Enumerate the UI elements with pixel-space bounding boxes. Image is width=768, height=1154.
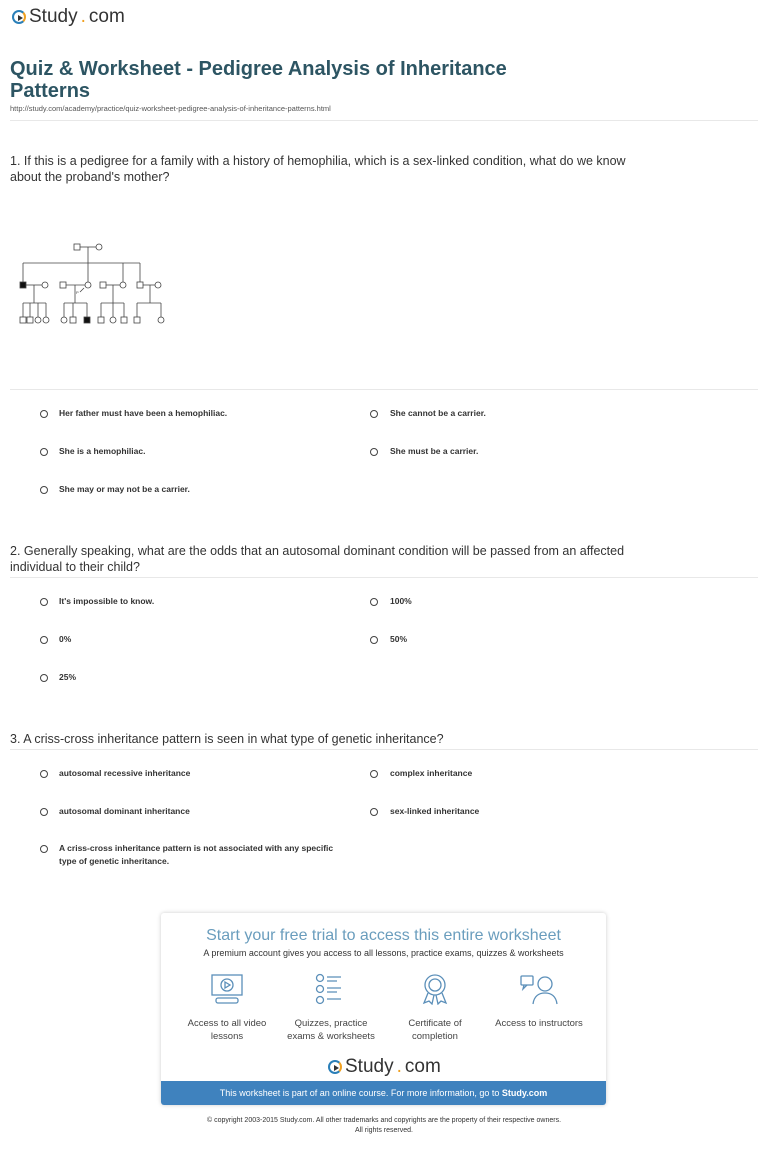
answer-radio[interactable] [370,448,378,456]
answer-radio[interactable] [370,808,378,816]
play-icon [12,10,26,24]
pedigree-diagram [0,230,180,330]
answer-radio[interactable] [40,674,48,682]
play-icon [328,1060,342,1074]
answer-option: She cannot be a carrier. [390,408,486,418]
divider [10,120,758,121]
copyright-text: © copyright 2003-2015 Study.com. All other trademarks and copyrights are the property of their respective owners. [206,1117,562,1124]
logo-dot: . [396,1056,402,1077]
answer-option: 100% [390,596,412,606]
answer-option: autosomal dominant inheritance [59,806,190,816]
copyright-footer [0,1116,768,1136]
answer-option: 0% [59,634,72,644]
feature-instructors [489,973,589,1030]
answer-option: She may or may not be a carrier. [59,484,190,494]
certificate-ribbon-icon [418,973,452,1005]
checklist-icon [314,973,348,1005]
course-info-banner [161,1081,606,1105]
answer-radio[interactable] [40,636,48,644]
answer-radio[interactable] [370,598,378,606]
answer-radio[interactable] [40,808,48,816]
answer-option: A criss-cross inheritance pattern is not associated with any specific type of genetic inheritance. [59,843,334,866]
banner-text: This worksheet is part of an online course. For more information, go to [219,1088,502,1098]
feature-label: Quizzes, practice exams & worksheets [287,1018,375,1042]
video-monitor-icon [210,973,244,1005]
free-trial-promo [161,913,606,1105]
answer-radio[interactable] [370,636,378,644]
answer-option: Her father must have been a hemophiliac. [59,408,228,418]
divider [10,389,758,390]
logo-text: Study [345,1056,394,1077]
logo-dot: . [80,6,86,27]
answer-radio[interactable] [40,598,48,606]
promo-title: Start your free trial to access this entire worksheet [206,927,561,944]
feature-certificate [385,973,485,1043]
study-logo[interactable] [12,6,125,28]
logo-tld: com [404,1056,441,1077]
question-2-text: 2. Generally speaking, what are the odds that an autosomal dominant condition will be passed from an affected individual to their child? [10,544,625,574]
answer-radio[interactable] [40,770,48,778]
logo-text: Study [29,6,78,27]
feature-video-lessons [177,973,277,1043]
instructor-chat-icon [519,973,559,1005]
feature-quizzes [281,973,381,1043]
answer-radio[interactable] [370,410,378,418]
answer-radio[interactable] [370,770,378,778]
logo-tld: com [88,6,125,27]
divider [10,577,758,578]
answer-option: 25% [59,672,77,682]
feature-label: Access to instructors [495,1018,583,1029]
feature-label: Access to all video lessons [187,1018,267,1042]
study-com-link[interactable]: Study.com [501,1088,548,1098]
promo-subtitle: A premium account gives you access to all lessons, practice exams, quizzes & worksheets [203,948,564,958]
answer-option: She must be a carrier. [390,446,479,456]
proband-label: P [76,290,79,295]
answer-radio[interactable] [40,410,48,418]
rights-text: All rights reserved. [355,1127,413,1134]
answer-option: She is a hemophiliac. [59,446,146,456]
answer-option: complex inheritance [390,768,473,778]
question-3-text: 3. A criss-cross inheritance pattern is seen in what type of genetic inheritance? [10,732,444,746]
divider [10,749,758,750]
answer-radio[interactable] [40,448,48,456]
answer-radio[interactable] [40,845,48,853]
answer-option: It's impossible to know. [59,596,155,606]
answer-option: sex-linked inheritance [390,806,480,816]
answer-option: 50% [390,634,408,644]
question-1-text: 1. If this is a pedigree for a family with a history of hemophilia, which is a sex-linked condition, what do we know about the proband's mother? [10,154,626,184]
page-title: Quiz & Worksheet - Pedigree Analysis of Inheritance Patterns [10,58,507,102]
answer-radio[interactable] [40,486,48,494]
page-url[interactable]: http://study.com/academy/practice/quiz-worksheet-pedigree-analysis-of-inheritance-patterns.html [10,104,331,113]
answer-option: autosomal recessive inheritance [59,768,191,778]
promo-study-logo[interactable] [328,1056,441,1078]
feature-label: Certificate of completion [408,1018,462,1042]
